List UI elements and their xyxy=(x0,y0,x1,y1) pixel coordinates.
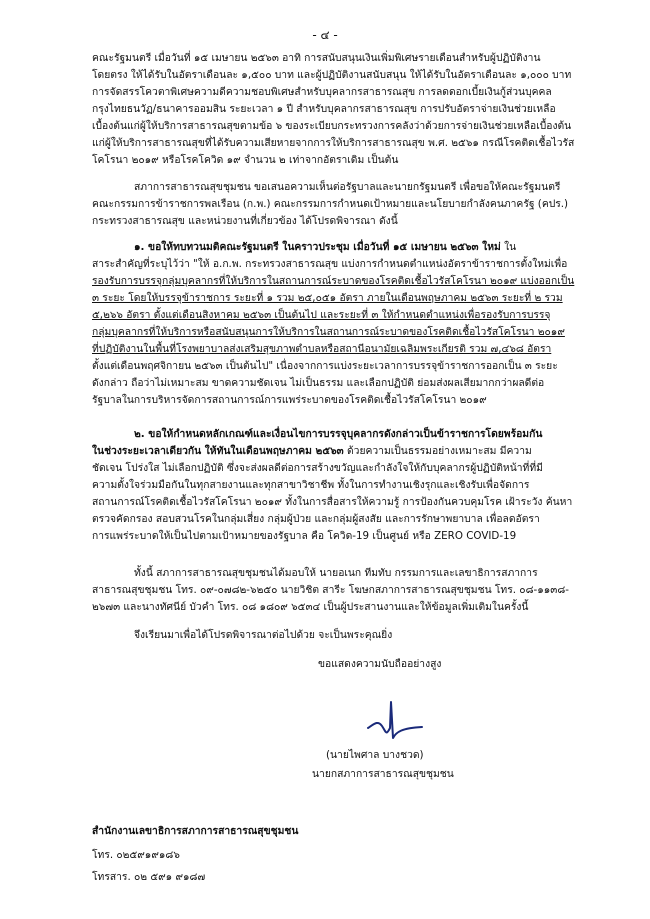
item-2-heading-2: ในช่วงระยะเวลาเดียวกัน ให้ทันในเดือนพฤษภาคม ๒๕๖๓ xyxy=(92,445,344,457)
text-line: เบื้องต้นแก่ผู้ให้บริการสาธารณสุขตามข้อ ๖ ของระเบียบกระทรวงการคลังว่าด้วยการจ่ายเงินช่วยเหลือเบื้องต้น xyxy=(92,120,572,132)
footer-phone: โทร. ๐๒๕๙๑๙๑๘๖ xyxy=(92,849,180,861)
text-line: ที่ปฏิบัติงานในพื้นที่โรงพยาบาลส่งเสริมสุขภาพตำบลหรือสถานีอนามัยเฉลิมพระเกียรติ รวม ๗,๔๖๘ อัตรา xyxy=(92,343,552,355)
item-1-heading-line xyxy=(92,239,578,256)
signature-image xyxy=(360,698,430,744)
text-line: คณะกรรมการข้าราชการพลเรือน (ก.พ.) คณะกรรมการกำหนดเป้าหมายและนโยบายกำลังคนภาครัฐ (คปร.) xyxy=(92,198,569,210)
text-line: คณะรัฐมนตรี เมื่อวันที่ ๑๕ เมษายน ๒๕๖๓ อาทิ การสนับสนุนเงินเพิ่มพิเศษรายเดือนสำหรับผู้ปฏิบัติงาน xyxy=(92,52,541,64)
text-line: แก่ผู้ให้บริการสาธารณสุขที่ได้รับความเสียหายจากการให้บริการสาธารณสุข พ.ศ. ๒๕๖๑ กรณีโรคติดเชื้อไวรัส xyxy=(92,137,575,149)
text-line: ๒๖๗๓ และนางทัศนีย์ บัวคำ โทร. ๐๘ ๑๘๐๙ ๖๕๓๔ เป็นผู้ประสานงานและให้ข้อมูลเพิ่มเติมในครั้งนี้ xyxy=(92,601,529,613)
paragraph-request xyxy=(92,179,578,230)
text-line: กระทรวงสาธารณสุข และหน่วยงานที่เกี่ยวข้อง ได้โปรดพิจารณา ดังนี้ xyxy=(92,215,398,227)
text-line: โดยตรง ให้ได้รับในอัตราเดือนละ ๑,๕๐๐ บาท และผู้ปฏิบัติงานสนับสนุน ให้ได้รับในอัตราเดือนละ ๑,๐๐๐ บาท xyxy=(92,69,572,81)
text-line: ชัดเจน โปร่งใส ไม่เลือกปฏิบัติ ซึ่งจะส่งผลดีต่อการสร้างขวัญและกำลังใจให้กับบุคลากรผู้ปฏิบัติหน้าที่ที่มี xyxy=(92,462,543,474)
paragraph-contact xyxy=(92,565,578,616)
paragraph-continuation xyxy=(92,50,578,169)
item-2-heading-2-tail: ด้วยความเป็นธรรมอย่างเหมาะสม มีความ xyxy=(346,445,532,457)
text-line: การแพร่ระบาดให้เป็นไปตามเป้าหมายของรัฐบาล คือ โควิด-19 เป็นศูนย์ หรือ ZERO COVID-19 xyxy=(92,530,517,542)
signer-title: นายกสภาการสาธารณสุขชุมชน xyxy=(312,768,454,780)
text-line: ๓ ระยะ โดยให้บรรจุข้าราชการ ระยะที่ ๑ รวม ๒๕,๐๕๑ อัตรา ภายในเดือนพฤษภาคม ๒๕๖๓ ระยะที่ ๒ รวม xyxy=(92,292,563,304)
text-line: สาธารณสุขชุมชน โทร. ๐๙-๐๗๘๒-๖๒๕๐ นายวิชิต สารีะ โฆษกสภาการสาธารณสุขชุมชน โทร. ๐๘-๑๑๓๘- xyxy=(92,584,570,596)
footer-fax: โทรสาร. ๐๒ ๕๙๑ ๙๑๘๗ xyxy=(92,871,206,883)
text-line: ทั้งนี้ สภาการสาธารณสุขชุมชนได้มอบให้ นายอเนก ทีมทับ กรรมการและเลขาธิการสภาการ xyxy=(134,567,538,579)
item-2 xyxy=(92,426,578,545)
item-1-heading-tail: ใน xyxy=(504,241,517,253)
text-line: ๕,๒๖๖ อัตรา ตั้งแต่เดือนสิงหาคม ๒๕๖๓ เป็นต้นไป และระยะที่ ๓ ให้กำหนดตำแหน่งเพื่อรองรับการบรรจุ xyxy=(92,309,551,321)
text-line: ความตั้งใจร่วมมือกันในทุกสายงานและทุกสาขาวิชาชีพ ทั้งในการทำงานเชิงรุกและเชิงรับเพื่อจัดการ xyxy=(92,479,530,491)
footer-office: สำนักงานเลขาธิการสภาการสาธารณสุขชุมชน xyxy=(92,825,299,837)
text-line: การจัดสรรโควตาพิเศษความดีความชอบพิเศษสำหรับบุคลากรสาธารณสุข การลดดอกเบี้ยเงินกู้ส่วนบุคคล xyxy=(92,86,552,98)
text-line: กลุ่มบุคลากรที่ให้บริการหรือสนับสนุนการให้บริการในสถานการณ์ระบาดของโรคติดเชื้อไวรัสโคโรนา ๒๐๑๙ xyxy=(92,326,565,338)
text-line: สภาการสาธารณสุขชุมชน ขอเสนอความเห็นต่อรัฐบาลและนายกรัฐมนตรี เพื่อขอให้คณะรัฐมนตรี xyxy=(134,181,561,193)
regards: ขอแสดงความนับถืออย่างสูง xyxy=(318,658,442,670)
page-number: - ๔ - xyxy=(312,28,338,42)
text-line: รัฐบาลในการบริหารจัดการสถานการณ์การแพร่ระบาดของโรคติดเชื้อไวรัสโคโรนา ๒๐๑๙ xyxy=(92,394,487,406)
text-line: สาระสำคัญที่ระบุไว้ว่า "ให้ อ.ก.พ. กระทรวงสาธารณสุข แบ่งการกำหนดตำแหน่งอัตราข้าราชการตั้งใหม่เพื่อ xyxy=(92,258,568,270)
item-1 xyxy=(92,239,578,409)
text-line: สถานการณ์โรคติดเชื้อไวรัสโคโรนา ๒๐๑๙ ทั้งในการสื่อสารให้ความรู้ การป้องกันควบคุมโรค เฝ้าระวัง ค้นหา xyxy=(92,496,573,508)
item-2-heading-line-2 xyxy=(92,443,578,460)
text-line: ตั้งแต่เดือนพฤศจิกายน ๒๕๖๓ เป็นต้นไป" เนื่องจากการแบ่งระยะเวลาการบรรจุข้าราชการออกเป็น ๓ ระยะ xyxy=(92,360,558,372)
item-2-heading: ๒. ขอให้กำหนดหลักเกณฑ์และเงื่อนไขการบรรจุบุคลากรดังกล่าวเป็นข้าราชการโดยพร้อมกัน xyxy=(134,428,543,440)
closing xyxy=(92,627,578,644)
closing-line: จึงเรียนมาเพื่อได้โปรดพิจารณาต่อไปด้วย จะเป็นพระคุณยิ่ง xyxy=(134,629,393,641)
text-line: กรุงไทยธนวัฏ/ธนาคารออมสิน ระยะเวลา ๑ ปี สำหรับบุคลากรสาธารณสุข การปรับอัตราจ่ายเงินช่วยเหลือ xyxy=(92,103,556,115)
signer-name: (นายไพศาล บางชวด) xyxy=(326,749,424,761)
text-line: ดังกล่าว ถือว่าไม่เหมาะสม ขาดความชัดเจน ไม่เป็นธรรม และเลือกปฏิบัติ ย่อมส่งผลเสียมากกว่าผลดีต่อ xyxy=(92,377,545,389)
item-1-heading: ๑. ขอให้ทบทวนมติคณะรัฐมนตรี ในคราวประชุม เมื่อวันที่ ๑๕ เมษายน ๒๕๖๓ ใหม่ xyxy=(134,241,501,253)
text-line: รองรับการบรรจุกลุ่มบุคลากรที่ให้บริการในสถานการณ์ระบาดของโรคติดเชื้อไวรัสโคโรนา ๒๐๑๙ แบ่งออกเป็น xyxy=(92,275,575,287)
text-line: ตรวจคัดกรอง สอบสวนโรคในกลุ่มเสี่ยง กลุ่มผู้ป่วย และกลุ่มผู้สงสัย และการรักษาพยาบาล เพื่อลดอัตรา xyxy=(92,513,540,525)
text-line: โคโรนา ๒๐๑๙ หรือโรคโควิด ๑๙ จำนวน ๒ เท่าจากอัตราเดิม เป็นต้น xyxy=(92,154,399,166)
